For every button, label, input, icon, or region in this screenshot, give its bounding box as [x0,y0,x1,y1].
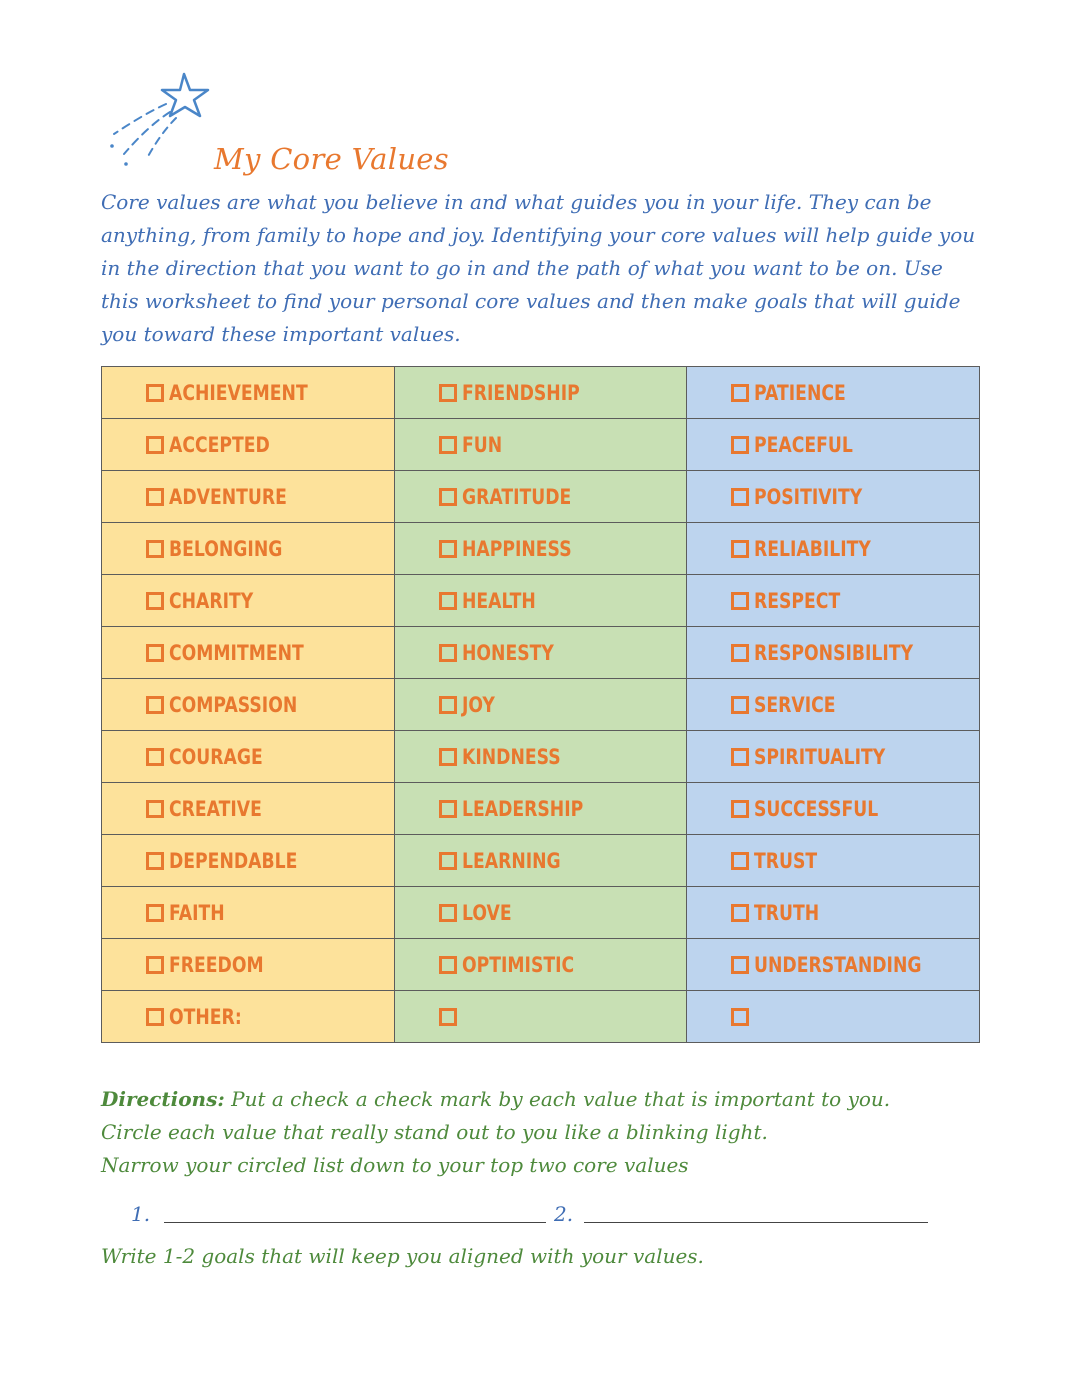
value-label: ACHIEVEMENT [169,380,308,405]
value-label: LOVE [462,900,512,925]
value-checkbox[interactable] [731,956,749,974]
answer-2-number: 2. [554,1202,574,1226]
value-cell [102,679,395,731]
value-checkbox[interactable] [146,956,164,974]
value-checkbox[interactable] [731,436,749,454]
shooting-star-icon [104,62,216,166]
value-checkbox[interactable] [146,384,164,402]
value-cell [395,627,687,679]
value-checkbox[interactable] [731,488,749,506]
value-label: KINDNESS [462,744,561,769]
value-label: LEADERSHIP [462,796,584,821]
value-cell [395,939,687,991]
value-cell [102,523,395,575]
value-cell [102,783,395,835]
value-cell [687,367,980,419]
value-checkbox[interactable] [439,748,457,766]
value-label: SPIRITUALITY [754,744,886,769]
value-cell [102,991,395,1043]
value-checkbox[interactable] [146,644,164,662]
value-label: TRUTH [754,900,820,925]
value-cell [687,835,980,887]
value-checkbox[interactable] [439,852,457,870]
value-cell [395,731,687,783]
page-title: My Core Values [214,142,449,176]
value-label: OPTIMISTIC [462,952,575,977]
value-checkbox[interactable] [146,1008,164,1026]
value-label: TRUST [754,848,818,873]
value-checkbox[interactable] [439,800,457,818]
value-label: OTHER: [169,1004,242,1029]
values-row [102,835,980,887]
value-cell [102,575,395,627]
value-label: PEACEFUL [754,432,853,457]
value-checkbox[interactable] [146,592,164,610]
value-checkbox[interactable] [731,540,749,558]
value-checkbox[interactable] [146,748,164,766]
value-cell [395,679,687,731]
answer-1-line[interactable] [164,1222,546,1223]
value-cell [395,835,687,887]
value-cell [687,575,980,627]
value-label: RESPONSIBILITY [754,640,914,665]
core-values-table [101,366,980,1043]
value-label: HONESTY [462,640,554,665]
value-label: RESPECT [754,588,841,613]
value-label: COMMITMENT [169,640,304,665]
value-label: DEPENDABLE [169,848,298,873]
value-label: BELONGING [169,536,283,561]
answer-1-number: 1. [131,1202,151,1226]
value-label: RELIABILITY [754,536,871,561]
value-cell [687,471,980,523]
value-label: SERVICE [754,692,836,717]
value-checkbox[interactable] [731,748,749,766]
directions-line-2: Circle each value that really stand out to you like a blinking light. [101,1120,768,1144]
value-cell [102,367,395,419]
value-label: CHARITY [169,588,254,613]
value-label: LEARNING [462,848,561,873]
value-cell [102,419,395,471]
value-cell [395,887,687,939]
value-checkbox[interactable] [439,904,457,922]
value-cell [687,783,980,835]
value-checkbox[interactable] [146,852,164,870]
value-label: COMPASSION [169,692,298,717]
value-label: UNDERSTANDING [754,952,922,977]
value-cell [687,731,980,783]
value-label: CREATIVE [169,796,262,821]
value-checkbox[interactable] [146,904,164,922]
directions-line-3: Narrow your circled list down to your top two core values [101,1153,689,1177]
value-checkbox[interactable] [731,384,749,402]
values-row [102,367,980,419]
value-checkbox[interactable] [439,540,457,558]
value-cell [687,887,980,939]
value-label: SUCCESSFUL [754,796,879,821]
values-row [102,783,980,835]
value-label: JOY [462,692,495,717]
value-cell [395,419,687,471]
value-checkbox[interactable] [439,592,457,610]
value-cell [395,783,687,835]
value-label: PATIENCE [754,380,846,405]
value-cell [687,627,980,679]
value-cell [687,991,980,1043]
value-checkbox[interactable] [439,644,457,662]
value-cell [102,731,395,783]
value-checkbox[interactable] [439,384,457,402]
value-cell [395,575,687,627]
value-checkbox[interactable] [439,436,457,454]
goals-prompt: Write 1-2 goals that will keep you aligned with your values. [101,1244,704,1268]
value-cell [102,939,395,991]
value-cell [102,471,395,523]
value-label: POSITIVITY [754,484,863,509]
value-label: ACCEPTED [169,432,270,457]
value-label: FRIENDSHIP [462,380,580,405]
value-checkbox[interactable] [146,488,164,506]
values-row [102,575,980,627]
value-cell [102,627,395,679]
value-label: FREEDOM [169,952,264,977]
value-checkbox[interactable] [146,540,164,558]
values-row [102,731,980,783]
value-checkbox[interactable] [731,592,749,610]
value-checkbox[interactable] [731,644,749,662]
value-label: COURAGE [169,744,263,769]
value-cell [395,991,687,1043]
value-cell [687,679,980,731]
value-checkbox[interactable] [731,852,749,870]
value-checkbox[interactable] [146,436,164,454]
value-label: HEALTH [462,588,536,613]
value-cell [102,887,395,939]
value-cell [395,471,687,523]
values-row [102,939,980,991]
value-checkbox[interactable] [731,696,749,714]
value-checkbox[interactable] [731,904,749,922]
values-row [102,991,980,1043]
value-checkbox[interactable] [439,696,457,714]
value-label: GRATITUDE [462,484,572,509]
value-label: ADVENTURE [169,484,287,509]
value-label: HAPPINESS [462,536,572,561]
value-checkbox[interactable] [439,1008,457,1026]
value-label: FAITH [169,900,225,925]
intro-paragraph: Core values are what you believe in and what guides you in your life. They can be anything, from family to hope and joy. Identifying your core values will help guide you in the direction that you want to go in and the path of what you want to be on. Use this worksheet to find your personal core values and then make goals that will guide you toward these important values. [101,190,976,346]
values-row [102,523,980,575]
value-checkbox[interactable] [439,956,457,974]
value-checkbox[interactable] [146,696,164,714]
directions-block [101,1083,1001,1182]
value-cell [687,523,980,575]
directions-label: Directions: [101,1087,225,1111]
value-checkbox[interactable] [439,488,457,506]
top-values-answers [128,1200,948,1236]
value-cell [395,523,687,575]
value-cell [395,367,687,419]
values-row [102,887,980,939]
value-checkbox[interactable] [731,1008,749,1026]
value-cell [102,835,395,887]
values-row [102,679,980,731]
directions-text-1: Put a check a check mark by each value that is important to you. [231,1087,891,1111]
answer-2-line[interactable] [584,1222,928,1223]
value-cell [687,419,980,471]
value-cell [687,939,980,991]
value-checkbox[interactable] [731,800,749,818]
values-row [102,627,980,679]
values-row [102,471,980,523]
value-checkbox[interactable] [146,800,164,818]
directions-line-1 [101,1083,1001,1116]
values-row [102,419,980,471]
value-label: FUN [462,432,503,457]
